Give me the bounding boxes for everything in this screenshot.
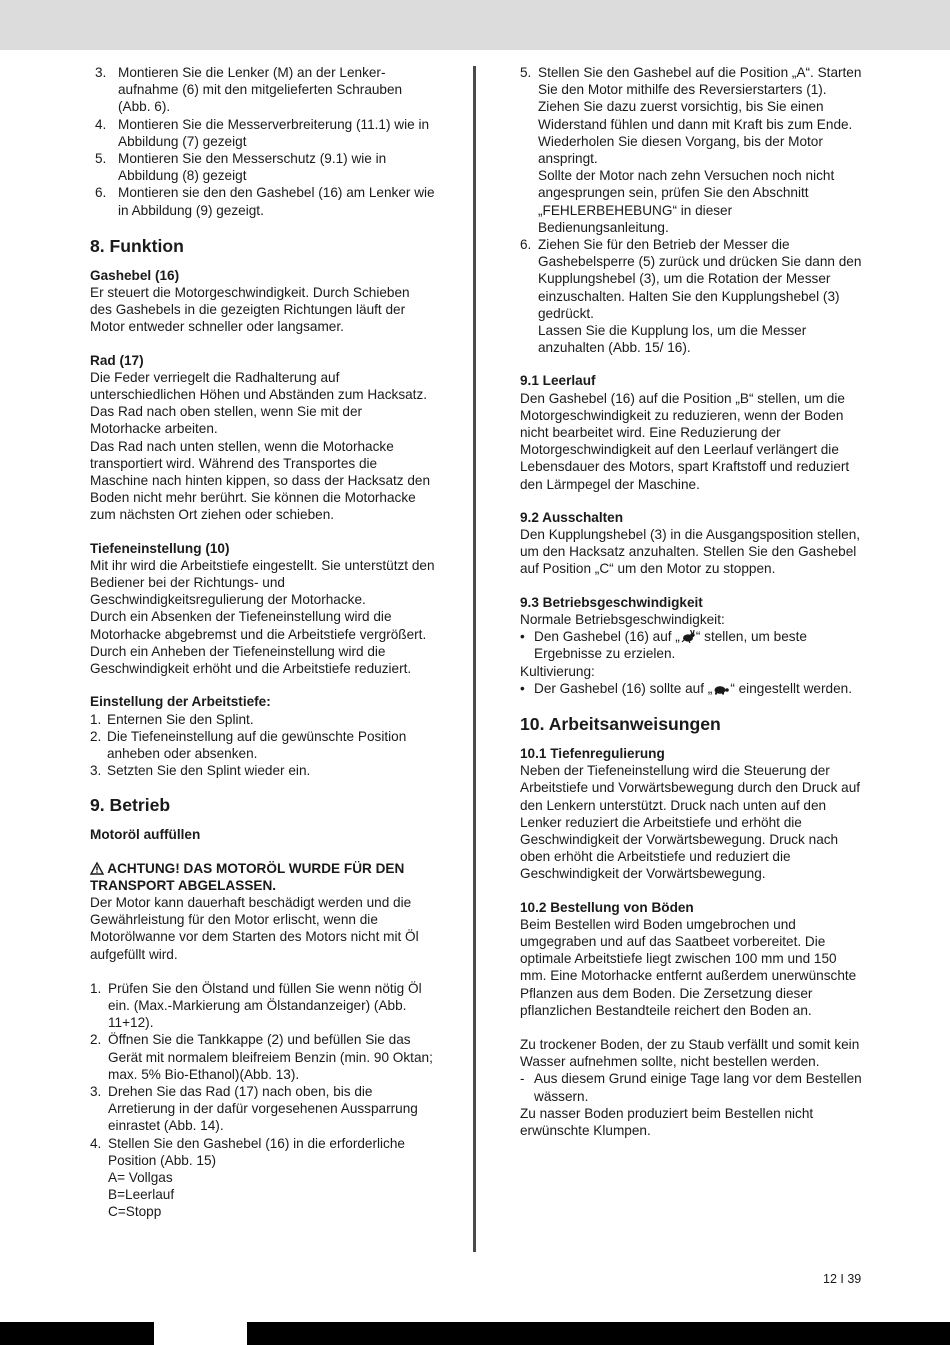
list-item: - Aus diesem Grund einige Tage lang vor dem Bestellen wässern. [520, 1071, 862, 1104]
list-item: 3. Montieren Sie die Lenker (M) an der Lenker-aufnahme (6) mit den mitgelieferten Schrauben (Abb. 6). [95, 65, 403, 115]
gashebel-heading: Gashebel (16) [90, 267, 180, 283]
section-heading-betrieb: 9. Betrieb [90, 795, 171, 816]
left-column [90, 64, 435, 1221]
startup-steps-list [90, 980, 435, 1221]
rad-heading: Rad (17) [90, 352, 144, 368]
page-number: 12 I 39 [823, 1272, 862, 1286]
tiefenregulierung-heading: 10.1 Tiefenregulierung [520, 745, 665, 761]
gashebel-text: Er steuert die Motorgeschwindigkeit. Durch Schieben des Gashebels in die gezeigten Richtungen läuft der Motor entweder schneller oder langsamer. [90, 285, 410, 335]
right-column [520, 64, 865, 1139]
header-band [0, 0, 950, 50]
motoroel-heading: Motoröl auffüllen [90, 827, 201, 843]
throttle-positions: A= Vollgas B=Leerlauf C=Stopp [108, 1169, 175, 1220]
bestellung-heading: 10.2 Bestellung von Böden [520, 899, 694, 915]
warning-text: Der Motor kann dauerhaft beschädigt werden und die Gewährleistung für den Motor erlischt, wenn die Motorölwanne vor dem Starten des Motors nicht mit Öl aufgefüllt wird. [90, 894, 419, 962]
list-item: 5. Montieren Sie den Messerschutz (9.1) wie in Abbildung (8) gezeigt [95, 151, 387, 184]
turtle-icon [712, 681, 730, 696]
footer-bar-right [247, 1322, 950, 1345]
ausschalten-heading: 9.2 Ausschalten [520, 509, 624, 525]
nass-text: Zu nasser Boden produziert beim Bestellen nicht erwünschte Klumpen. [520, 1105, 814, 1138]
normal-speed-label: Normale Betriebsgeschwindigkeit: [520, 611, 725, 627]
rad-text: Die Feder verriegelt die Radhalterung auf unterschiedlichen Höhen und Abständen zum Hacksatz. Das Rad nach oben stellen, wenn Sie mit der Motorhacke arbeiten. [90, 369, 428, 437]
list-item: 3. Setzten Sie den Splint wieder ein. [90, 763, 311, 779]
trocken-text: Zu trockener Boden, der zu Staub verfällt und somit kein Wasser aufnehmen sollte, nicht bestellen werden. [520, 1036, 860, 1070]
arbeitstiefe-heading: Einstellung der Arbeitstiefe: [90, 694, 271, 710]
rad-text-2: Das Rad nach unten stellen, wenn die Motorhacke transportiert wird. Während des Transportes die Maschine nach hinten kippen, so dass der Hacksatz den Boden nicht mehr berührt. Sie können die Motorhacke zum nächsten Ort ziehen oder schieben. [90, 438, 431, 523]
assembly-steps-list [90, 64, 435, 219]
bestellung-text: Beim Bestellen wird Boden umgebrochen und umgegraben und auf das Saatbeet vorbereitet. Die optimale Arbeitstiefe liegt zwischen 100 mm und 150 mm. Eine Motorhacke entfernt außerdem unerwünschte Pflanzen aus dem Boden. Die Zersetzung dieser pflanzlichen Bestandteile reichert den Boden an. [520, 916, 857, 1018]
list-item: 1. Enternen Sie den Splint. [90, 711, 254, 727]
list-item: 4. Montieren Sie die Messerverbreiterung (11.1) wie in Abbildung (7) gezeigt [95, 116, 430, 149]
list-item: 5. Stellen Sie den Gashebel auf die Position „A“. Starten Sie den Motor mithilfe des Reversierstarters (1). Ziehen Sie dazu zuerst vorsichtig, bis Sie einen Widerstand fühlen und dann mit Kraft bis zum Ende. Wiederholen Sie diesen Vorgang, bis der Motor anspringt. Sollte der Motor nach zehn Versuchen noch nicht angesprungen sein, prüfen Sie den Abschnitt „FEHLERBEHEBUNG“ in dieser Bedienungsanleitung. [520, 65, 862, 235]
list-item: 6. Montieren sie den den Gashebel (16) am Lenker wie in Abbildung (9) gezeigt. [95, 185, 435, 218]
list-item: • Der Gashebel (16) sollte auf „ “ eingestellt werden. [520, 680, 852, 696]
footer-bar-left [0, 1322, 154, 1345]
tiefeneinstellung-text-2: Durch ein Absenken der Tiefeneinstellung wird die Motorhacke abgebremst und die Arbeitstiefe vergrößert. Durch ein Anheben der Tiefeneinstellung wird die Geschwindigkeit erhöht und die Arbeitstiefe reduziert. [90, 609, 427, 677]
tiefeneinstellung-text: Mit ihr wird die Arbeitstiefe eingestellt. Sie unterstützt den Bediener bei der Richtungs- und Geschwindigkeitsregulierung der Motorhacke. [90, 557, 435, 608]
section-heading-funktion: 8. Funktion [90, 235, 184, 256]
warning-icon [90, 861, 104, 876]
leerlauf-text: Den Gashebel (16) auf die Position „B“ stellen, um die Motorgeschwindigkeit zu reduzieren, wenn der Boden nicht bearbeitet wird. Eine Reduzierung der Motorgeschwindigkeit auf den Leerlauf verlängert die Lebensdauer des Motors, spart Kraftstoff und reduziert den Lärmpegel der Maschine. [520, 390, 850, 492]
list-item: 2. Öffnen Sie die Tankkappe (2) und befüllen Sie das Gerät mit normalem bleifreiem Benzin (min. 90 Oktan; max. 5% Bio-Ethanol)(Abb. 13). [90, 1032, 433, 1082]
arbeitstiefe-list [90, 711, 435, 780]
ausschalten-text: Den Kupplungshebel (3) in die Ausgangsposition stellen, um den Hacksatz anzuhalten. Stellen Sie den Gashebel auf Position „C“ um den Motor zu stoppen. [520, 527, 861, 577]
list-item: 1. Prüfen Sie den Ölstand und füllen Sie wenn nötig Öl ein. (Max.-Markierung am Ölstandanzeiger) (Abb. 11+12). [90, 980, 422, 1031]
list-item: 3. Drehen Sie das Rad (17) nach oben, bis die Arretierung in der dafür vorgesehenen Aussparrung einrastet (Abb. 14). [90, 1083, 418, 1134]
leerlauf-heading: 9.1 Leerlauf [520, 373, 596, 389]
list-item: • Den Gashebel (16) auf „ “ stellen, um beste Ergebnisse zu erzielen. [520, 629, 807, 662]
startup-steps-continued [520, 64, 865, 356]
cultivation-label: Kultivierung: [520, 663, 595, 679]
betriebsgeschwindigkeit-heading: 9.3 Betriebsgeschwindigkeit [520, 594, 703, 610]
warning-heading: ACHTUNG! DAS MOTORÖL WURDE FÜR DEN TRANSPORT ABGELASSEN. [90, 860, 405, 893]
tiefeneinstellung-heading: Tiefeneinstellung (10) [90, 540, 230, 556]
list-item: 4. Stellen Sie den Gashebel (16) in die erforderliche Position (Abb. 15) [90, 1135, 405, 1168]
list-item: 2. Die Tiefeneinstellung auf die gewünschte Position anheben oder absenken. [90, 728, 407, 761]
column-divider [473, 66, 476, 1252]
tiefenregulierung-text: Neben der Tiefeneinstellung wird die Steuerung der Arbeitstiefe und Vorwärtsbewegung durch den Druck auf den Lenkern unterstützt. Druck nach unten auf den Lenker reduziert die Arbeitstiefe und erhöht die Geschwindigkeit der Vorwärtsbewegung. Druck nach oben erhöht die Arbeitstiefe und reduziert die Geschwindigkeit der Vorwärtsbewegung. [520, 763, 861, 882]
section-heading-arbeitsanweisungen: 10. Arbeitsanweisungen [520, 713, 721, 734]
rabbit-icon [680, 629, 696, 644]
list-item: 6. Ziehen Sie für den Betrieb der Messer die Gashebelsperre (5) zurück und drücken Sie dann den Kupplungshebel (3), um die Rotation der Messer einzuschalten. Halten Sie den Kupplungshebel (3) gedrückt. Lassen Sie die Kupplung los, um die Messer anzuhalten (Abb. 15/ 16). [520, 237, 862, 356]
